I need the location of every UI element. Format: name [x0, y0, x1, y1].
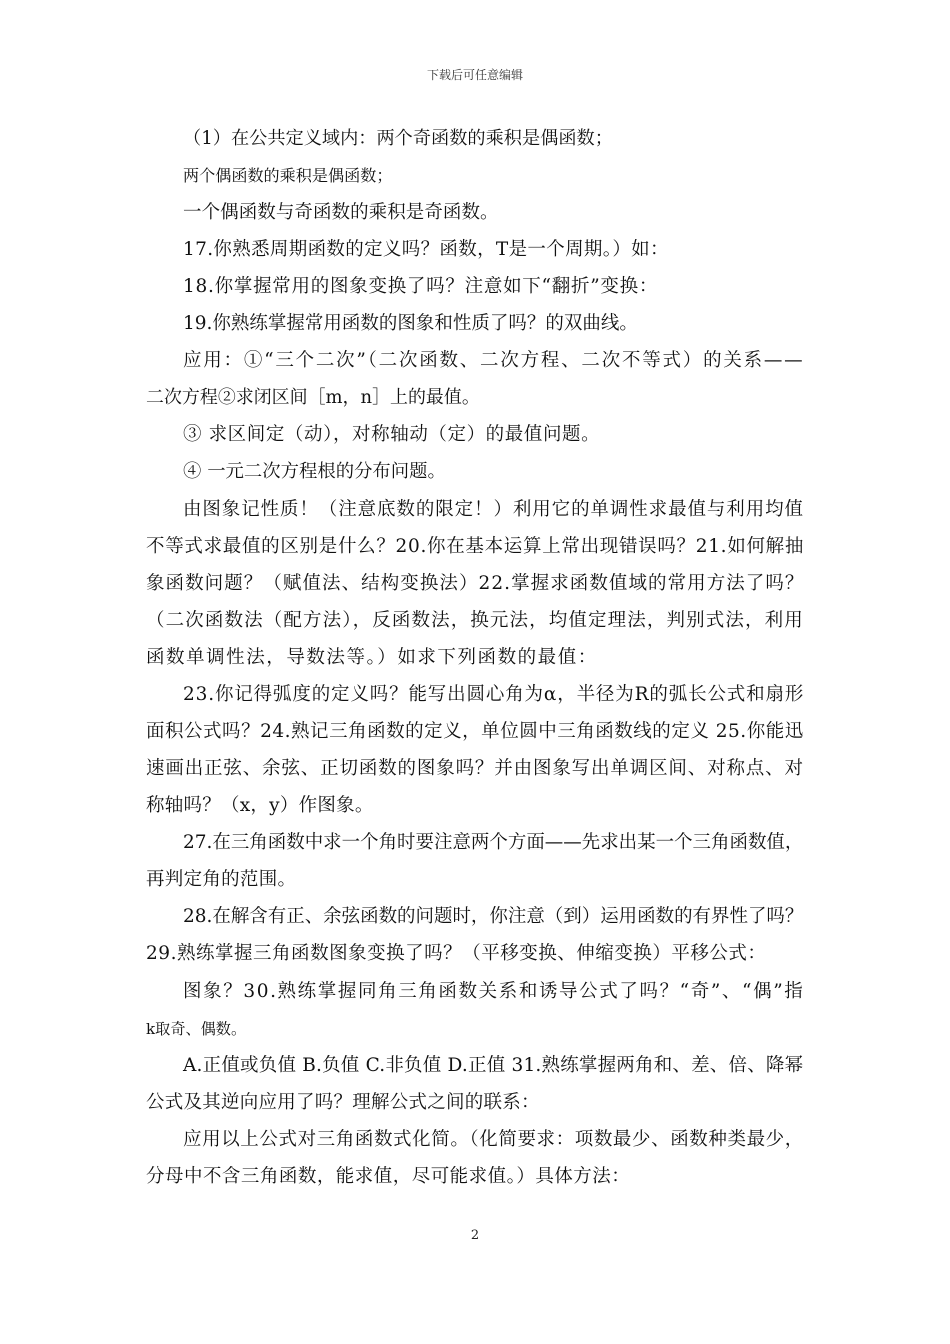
page-header: 下载后可任意编辑 [426, 68, 523, 82]
text-line: 两个偶函数的乘积是偶函数； [183, 166, 393, 185]
text-line: 一个偶函数与奇函数的乘积是奇函数。 [183, 202, 499, 223]
text-line: ③ 求区间定（动），对称轴动（定）的最值问题。 [183, 424, 601, 445]
text-line: 再判定角的范围。 [146, 869, 297, 890]
text-line: 29.熟练掌握三角函数图象变换了吗？（平移变换、伸缩变换）平移公式： [146, 943, 767, 964]
text-line: ④ 一元二次方程根的分布问题。 [183, 461, 446, 482]
text-line: 速画出正弦、余弦、正切函数的图象吗？并由图象写出单调区间、对称点、对 [146, 758, 804, 779]
text-line: 分母中不含三角函数，能求值，尽可能求值。）具体方法： [146, 1166, 631, 1187]
text-line: （二次函数法（配方法），反函数法，换元法，均值定理法，判别式法，利用 [146, 610, 804, 631]
text-line: 面积公式吗？24.熟记三角函数的定义，单位圆中三角函数线的定义 25.你能迅 [146, 721, 804, 742]
page-number: 2 [470, 1228, 480, 1243]
text-line: 19.你熟练掌握常用函数的图象和性质了吗？的双曲线。 [183, 313, 638, 334]
text-line: 28.在解含有正、余弦函数的问题时，你注意（到）运用函数的有界性了吗？ [183, 906, 804, 927]
text-line: k取奇、偶数。 [146, 1020, 247, 1038]
text-line: 二次方程②求闭区间［m，n］上的最值。 [146, 387, 480, 408]
text-line: 函数单调性法，导数法等。）如求下列函数的最值： [146, 647, 598, 668]
text-line: 应用以上公式对三角函数式化简。（化简要求：项数最少、函数种类最少， [183, 1129, 804, 1150]
text-line: 图象？30.熟练掌握同角三角函数关系和诱导公式了吗？“奇”、“偶”指 [183, 981, 805, 1002]
text-line: 17.你熟悉周期函数的定义吗？函数，T是一个周期。）如： [183, 239, 669, 260]
text-line: （1）在公共定义域内：两个奇函数的乘积是偶函数； [183, 128, 613, 149]
text-line: 应用：①“三个二次”（二次函数、二次方程、二次不等式）的关系—— [183, 350, 805, 371]
text-line: 公式及其逆向应用了吗？理解公式之间的联系： [146, 1092, 540, 1113]
text-line: 象函数问题？（赋值法、结构变换法）22.掌握求函数值域的常用方法了吗？ [146, 573, 805, 594]
text-line: 称轴吗？（x，y）作图象。 [146, 795, 374, 816]
text-line: 23.你记得弧度的定义吗？能写出圆心角为α，半径为R的弧长公式和扇形 [183, 684, 805, 705]
text-line: 不等式求最值的区别是什么？20.你在基本运算上常出现错误吗？21.如何解抽 [146, 536, 805, 557]
text-line: 18.你掌握常用的图象变换了吗？注意如下“翻折”变换： [183, 276, 659, 297]
text-line: 由图象记性质！（注意底数的限定！）利用它的单调性求最值与利用均值 [183, 499, 804, 520]
text-line: 27.在三角函数中求一个角时要注意两个方面——先求出某一个三角函数值， [183, 832, 804, 853]
text-line: A.正值或负值 B.负值 C.非负值 D.正值 31.熟练掌握两角和、差、倍、降幂 [183, 1055, 804, 1076]
